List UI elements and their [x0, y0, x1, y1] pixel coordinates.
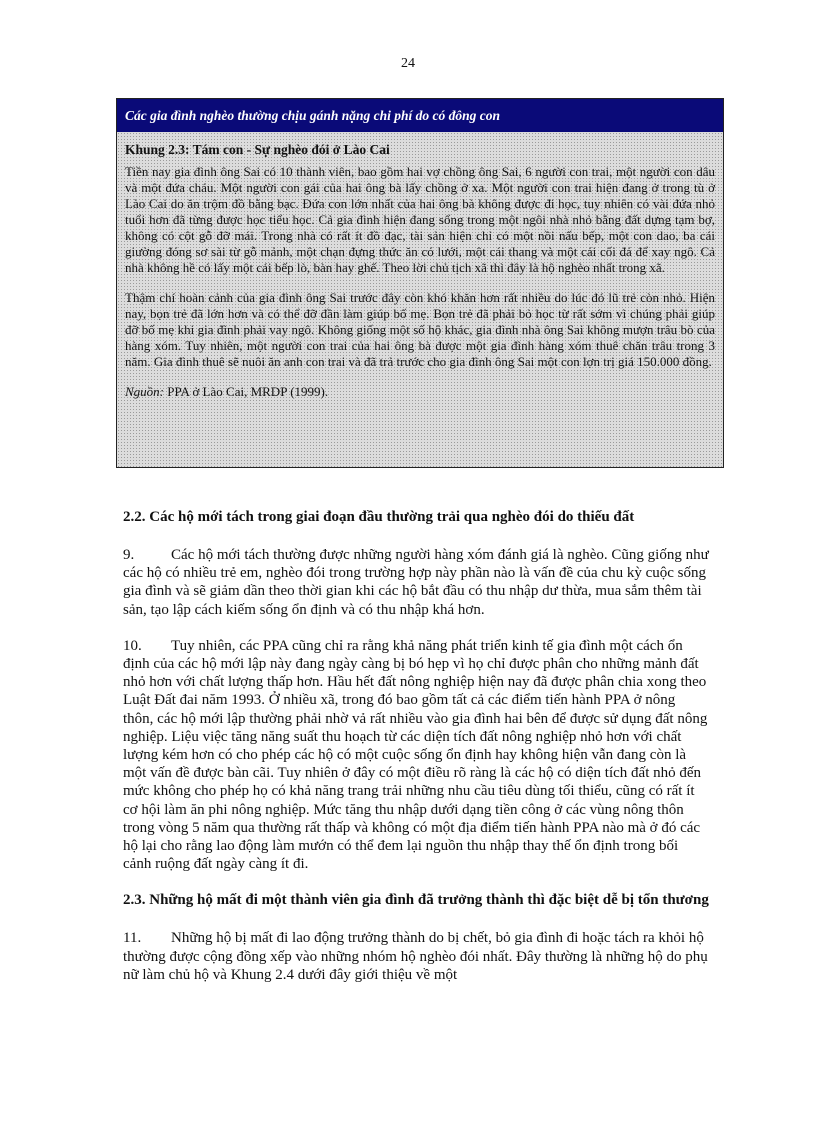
source-label: Nguồn: [125, 384, 164, 399]
text-box-2-3 [116, 98, 724, 468]
paragraph-text: Tuy nhiên, các PPA cũng chỉ ra rằng khả năng phát triển kinh tế gia đình một cách ổn định của các hộ mới lập này đang ngày càng bị bó hẹp vì họ chỉ được phân cho những mảnh đất nhỏ hơn với chất lượng thấp hơn. Hầu hết đất nông nghiệp hiện nay đã được phân chia xong theo Luật Đất đai năm 1993. Ở nhiều xã, trong đó bao gồm tất cả các điểm tiến hành PPA ở nông thôn, các hộ mới lập thường phải nhờ vả rất nhiều vào gia đình hai bên để được sử dụng đất nông nghiệp. Liệu việc tăng năng suất thu hoạch từ các diện tích đất nông nghiệp nhỏ hơn với chất lượng kém hơn có cho phép các hộ có một cuộc sống ổn định hay không hiện vẫn đang còn là một vấn đề được bàn cãi. Tuy nhiên ở đây có một điều rõ ràng là các hộ có diện tích đất nhỏ đến mức không cho phép họ có khả năng trang trải những nhu cầu tiêu dùng tối thiểu, cũng có rất ít cơ hội làm ăn phi nông nghiệp. Mức tăng thu nhập dưới dạng tiền công ở các vùng nông thôn trong vòng 5 năm qua thường rất thấp và không có một địa điểm tiến hành PPA nào mà ở đó các hộ lại cho rằng lao động làm mướn có thể đem lại nguồn thu nhập thay thế ổn định trong bối cảnh ruộng đất ngày càng ít đi. [123, 637, 708, 873]
main-content [123, 508, 709, 1002]
paragraph-9 [123, 546, 709, 619]
box-body [117, 132, 723, 400]
paragraph-number: 10. [123, 637, 142, 654]
box-title: Khung 2.3: Tám con - Sự nghèo đói ở Lào Cai [125, 142, 390, 157]
page-number: 24 [401, 56, 415, 71]
paragraph-11 [123, 929, 709, 984]
paragraph-10 [123, 637, 709, 874]
section-heading-2-3: 2.3. Những hộ mất đi một thành viên gia đình đã trưởng thành thì đặc biệt dễ bị tổn thương [123, 892, 709, 909]
paragraph-text: Các hộ mới tách thường được những người hàng xóm đánh giá là nghèo. Cũng giống như các hộ có nhiều trẻ em, nghèo đói trong trường hợp này phần nào là vấn đề của chu kỳ cuộc sống gia đình và sẽ giảm dần theo thời gian khi các hộ bắt đầu có thu nhập dư thừa, mua sắm thêm tài sản, tạo lập cách kiếm sống ổn định và có thu nhập khá hơn. [123, 547, 709, 618]
section-heading-2-2: 2.2. Các hộ mới tách trong giai đoạn đầu thường trải qua nghèo đói do thiếu đất [123, 509, 635, 525]
box-source [125, 384, 715, 400]
paragraph-text: Những hộ bị mất đi lao động trưởng thành do bị chết, bỏ gia đình đi hoặc tách ra khỏi hộ thường được cộng đồng xếp vào những nhóm hộ nghèo đói nhất. Đây thường là những hộ do phụ nữ làm chủ hộ và Khung 2.4 dưới đây giới thiệu về một [123, 930, 708, 983]
source-text: PPA ở Lào Cai, MRDP (1999). [164, 384, 329, 399]
box-paragraph-1: Tiền nay gia đình ông Sai có 10 thành viên, bao gồm hai vợ chồng ông Sai, 6 người con trai, một người con dâu và một đứa cháu. Một người con gái của hai ông bà lấy chồng ở xa. Một người con trai hiện đang ở trong tù ở Lào Cai do ăn trộm đồ bằng bạc. Đứa con lớn nhất của hai ông bà không được đi học, tuy nhiên có vài đứa nhỏ tuổi hơn đã từng được học tiểu học. Cả gia đình hiện đang sống trong một ngôi nhà nhỏ bằng đất dựng tạm bợ, không có cột gỗ đỡ mái. Trong nhà có rất ít đồ đạc, tài sản hiện chỉ có một nồi nấu bếp, một con dao, ba cái giường đóng sơ sài từ gỗ mảnh, một chạn đựng thức ăn có lưới, một cái thang và một cái cối đá để xay ngô. Cả nhà không hề có lấy một cái bếp lò, bàn hay ghế. Theo lời chủ tịch xã thì đây là hộ nghèo nhất trong xã. [125, 164, 715, 275]
paragraph-number: 11. [123, 930, 142, 947]
box-paragraph-2: Thậm chí hoàn cảnh của gia đình ông Sai trước đây còn khó khăn hơn rất nhiều do lúc đó lũ trẻ còn nhỏ. Hiện nay, bọn trẻ đã lớn hơn và có thể đỡ đần làm giúp bố mẹ. Bọn trẻ đã phải bỏ học từ rất sớm vì chúng phải giúp đỡ bố mẹ khi gia đình phải vay ngô. Không giống một số hộ khác, gia đình nhà ông Sai không mượn trâu bò của hàng xóm. Tuy nhiên, một người con trai của hai ông bà được một gia đình hàng xóm thuê chăn trâu trong 3 năm. Gia đình thuê sẽ nuôi ăn anh con trai và đã trả trước cho gia đình ông Sai một con lợn trị giá 150.000 đồng. [125, 290, 715, 369]
paragraph-number: 9. [123, 547, 135, 563]
box-header: Các gia đình nghèo thường chịu gánh nặng chi phí do có đông con [117, 99, 723, 132]
